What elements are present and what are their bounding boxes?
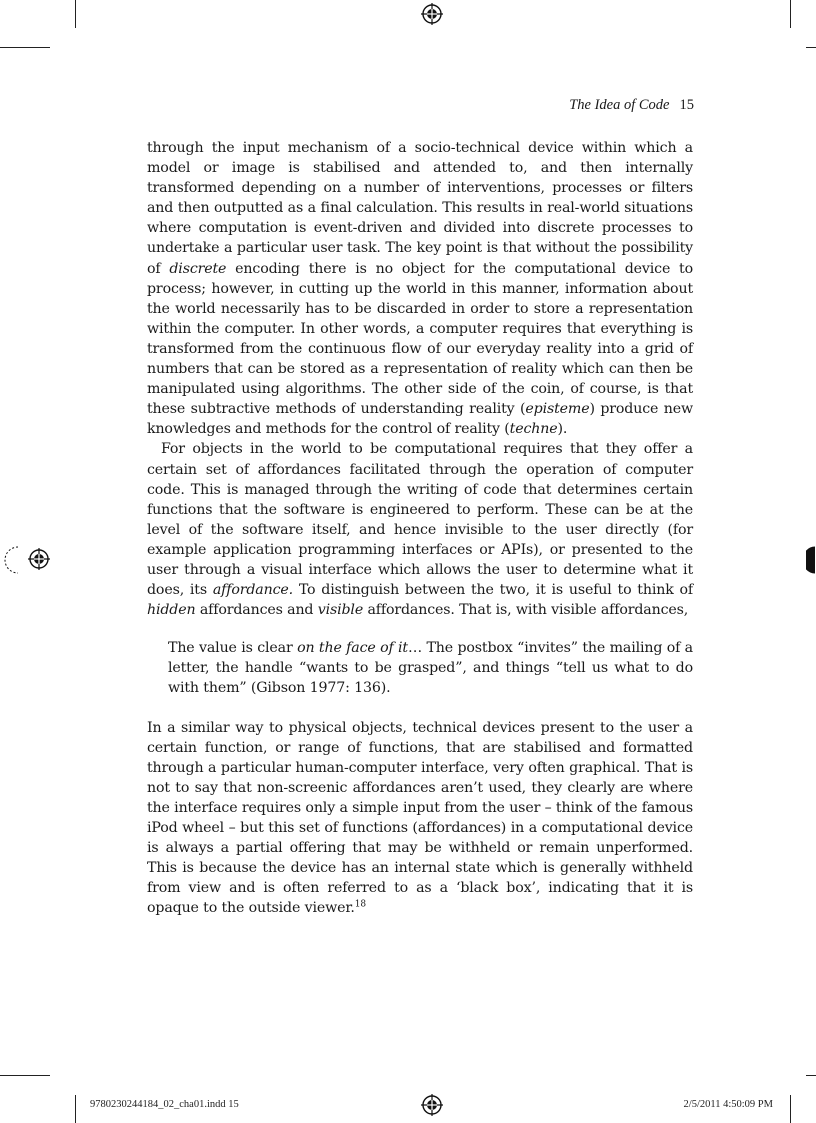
crop-mark-bottom-right-v [790, 1095, 791, 1123]
crop-mark-top-right-h [806, 47, 816, 48]
body-text [147, 138, 693, 918]
registration-mark-icon [421, 1094, 443, 1116]
registration-arc-right-icon [806, 545, 816, 575]
paragraph: In a similar way to physical objects, technical devices present to the user a certain function, or range of functions, that are stabilised and formatted through a particular human-computer interface, very often graphical. That is not to say that non-screenic affordances aren’t used, they clearly are where the interface requires only a simple input from the user – think of the famous iPod wheel – but this set of functions (affordances) in a computational device is always a partial offering that may be withheld or remain unperformed. This is because the device has an internal state which is generally withheld from view and is often referred to as a ‘black box’, indicating that it is opaque to the outside viewer.$^{18}$ [147, 719, 693, 917]
registration-mark-icon [421, 3, 443, 25]
footnote-reference: 18 [354, 899, 366, 910]
crop-mark-bottom-left-h [0, 1075, 50, 1076]
registration-arc-left-icon [0, 545, 22, 575]
file-slug: 9780230244184_02_cha01.indd 15 [90, 1099, 239, 1110]
registration-mark-icon [28, 548, 50, 570]
running-head [569, 97, 694, 114]
crop-mark-bottom-left-v [75, 1095, 76, 1123]
print-timestamp: 2/5/2011 4:50:09 PM [683, 1099, 773, 1110]
crop-mark-top-left-h [0, 47, 50, 48]
crop-mark-top-left-v [75, 0, 76, 28]
paragraph: through the input mechanism of a socio-technical device within which a model or image is stabilised and attended to, and then internally transformed depending on a number of interventions, processes or filters and then outputted as a final calculation. This results in real-world situations where computation is event-driven and divided into discrete processes to undertake a particular user task. The key point is that without the possibility of discrete encoding there is no object for the computational device to process; however, in cutting up the world in this manner, information about the world necessarily has to be discarded in order to store a representation within the computer. In other words, a computer requires that everything is transformed from the continuous flow of our everyday reality into a grid of numbers that can be stored as a representation of reality which can then be manipulated using algorithms. The other side of the coin, of course, is that these subtractive methods of understanding reality (episteme) produce new knowledges and methods for the control of reality (techne). [147, 140, 694, 438]
paragraph: For objects in the world to be computational requires that they offer a certain set of affordances facilitated through the operation of computer code. This is managed through the writing of code that determines certain functions that the software is engineered to perform. These can be at the level of the software itself, and hence invisible to the user directly (for example application programming interfaces or APIs), or presented to the user through a visual interface which allows the user to determine what it does, its affordance. To distinguish between the two, it is useful to think of hidden affordances and visible affordances. That is, with visible affordances, [147, 441, 693, 619]
running-head-title: The Idea of Code [569, 97, 670, 113]
block-quote: The value is clear on the face of it… The postbox “invites” the mailing of a letter, the handle “wants to be grasped”, and things “tell us what to do with them” (Gibson 1977: 136). [168, 640, 693, 697]
crop-mark-bottom-right-h [806, 1075, 816, 1076]
page-number: 15 [679, 97, 694, 113]
crop-mark-top-right-v [790, 0, 791, 28]
